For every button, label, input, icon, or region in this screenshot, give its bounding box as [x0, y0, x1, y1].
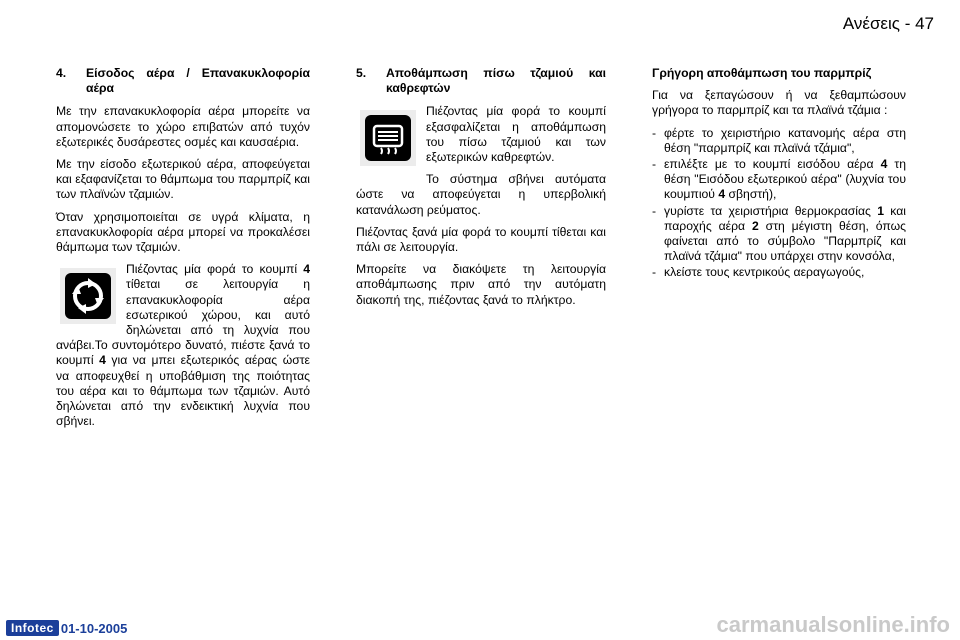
list-item: - γυρίστε τα χειριστήρια θερμοκρασίας 1 και παροχής αέρα 2 στη μέγιστη θέση, όπως φαίνεται από το σύμβολο "Παρμπρίζ και πλαϊνά τζάμια" που υπάρχει στην κονσόλα,: [652, 204, 906, 265]
recirculation-icon: [65, 273, 111, 319]
paragraph: Πιέζοντας μία φορά το κουμπί 4 τίθεται σε λειτουργία η επανακυκλοφορία αέρα εσωτερικού χώρου, και αυτό δηλώνεται από τη λυχνία που ανάβει.Το συντομότερο δυνατό, πιέστε ξανά το κουμπί 4 για να μπει εξωτερικός αέρας ώστε να αποφευχθεί η υποβάθμιση της ποιότητας του αέρα και το θάμπωμα των τζαμιών. Αυτό δηλώνεται από την ενδεικτική λυχνία που σβήνει.: [56, 262, 310, 429]
column-rear-defrost: [356, 66, 606, 315]
section-heading-air-intake: [56, 66, 310, 96]
list-item: - κλείστε τους κεντρικούς αεραγωγούς,: [652, 265, 906, 280]
section-number: 5.: [356, 66, 367, 80]
section-number: 4.: [56, 66, 67, 80]
paragraph: Με την είσοδο εξωτερικού αέρα, αποφεύγεται και εξαφανίζεται το θάμπωμα του παρμπρίζ και των πλαϊνών τζαμιών.: [56, 157, 310, 202]
list-item: - επιλέξτε με το κουμπί εισόδου αέρα 4 τη θέση "Εισόδου εξωτερικού αέρα" (λυχνία του κουμπιού 4 σβηστή),: [652, 157, 906, 203]
page-header: Ανέσεις - 47: [842, 14, 934, 33]
paragraph: Όταν χρησιμοποιείται σε υγρά κλίματα, η επανακυκλοφορία αέρα μπορεί να προκαλέσει θάμπωμα των τζαμιών.: [56, 209, 310, 255]
column-air-intake: [56, 66, 310, 436]
section-title: Είσοδος αέρα / Επανακυκλοφορία αέρα: [86, 66, 310, 96]
watermark: carmanualsonline.info: [716, 612, 950, 637]
footer: [6, 620, 127, 636]
section-title: Αποθάμπωση πίσω τζαμιού και καθρεφτών: [386, 66, 606, 96]
paragraph: Με την επανακυκλοφορία αέρα μπορείτε να απομονώσετε το χώρο επιβατών από τυχόν εξωτερικές δυσάρεστες οσμές και καυσαέρια.: [56, 104, 310, 149]
steps-list: [652, 126, 906, 281]
infotec-logo: Infotec: [6, 620, 59, 636]
paragraph: Το σύστημα σβήνει αυτόματα ώστε να αποφεύγεται η υπερβολική κατανάλωση ρεύματος.: [356, 172, 606, 217]
paragraph: Μπορείτε να διακόψετε τη λειτουργία αποθάμπωσης πριν από την αυτόματη διακοπή της, πιέζοντας ξανά το πλήκτρο.: [356, 262, 606, 307]
paragraph: Πιέζοντας ξανά μία φορά το κουμπί τίθεται και πάλι σε λειτουργία.: [356, 224, 606, 255]
section-title: Γρήγορη αποθάμπωση του παρμπρίζ: [652, 66, 872, 80]
rear-defrost-icon: [365, 115, 411, 161]
paragraph: Πιέζοντας μία φορά το κουμπί εξασφαλίζεται η αποθάμπωση του πίσω τζαμιού και των εξωτερικών καθρεφτών.: [426, 104, 606, 165]
section-heading-rear-defrost: [356, 66, 606, 96]
footer-date: 01-10-2005: [60, 620, 128, 636]
paragraph: Για να ξεπαγώσουν ή να ξεθαμπώσουν γρήγορα το παρμπρίζ και τα πλαϊνά τζάμια :: [652, 88, 906, 118]
list-item: - φέρτε το χειριστήριο κατανομής αέρα στη θέση "παρμπρίζ και πλαϊνά τζάμια",: [652, 126, 906, 156]
rear-defrost-button-illustration: [360, 110, 416, 166]
column-quick-defrost: [652, 66, 906, 282]
recirculation-button-illustration: [60, 268, 116, 324]
